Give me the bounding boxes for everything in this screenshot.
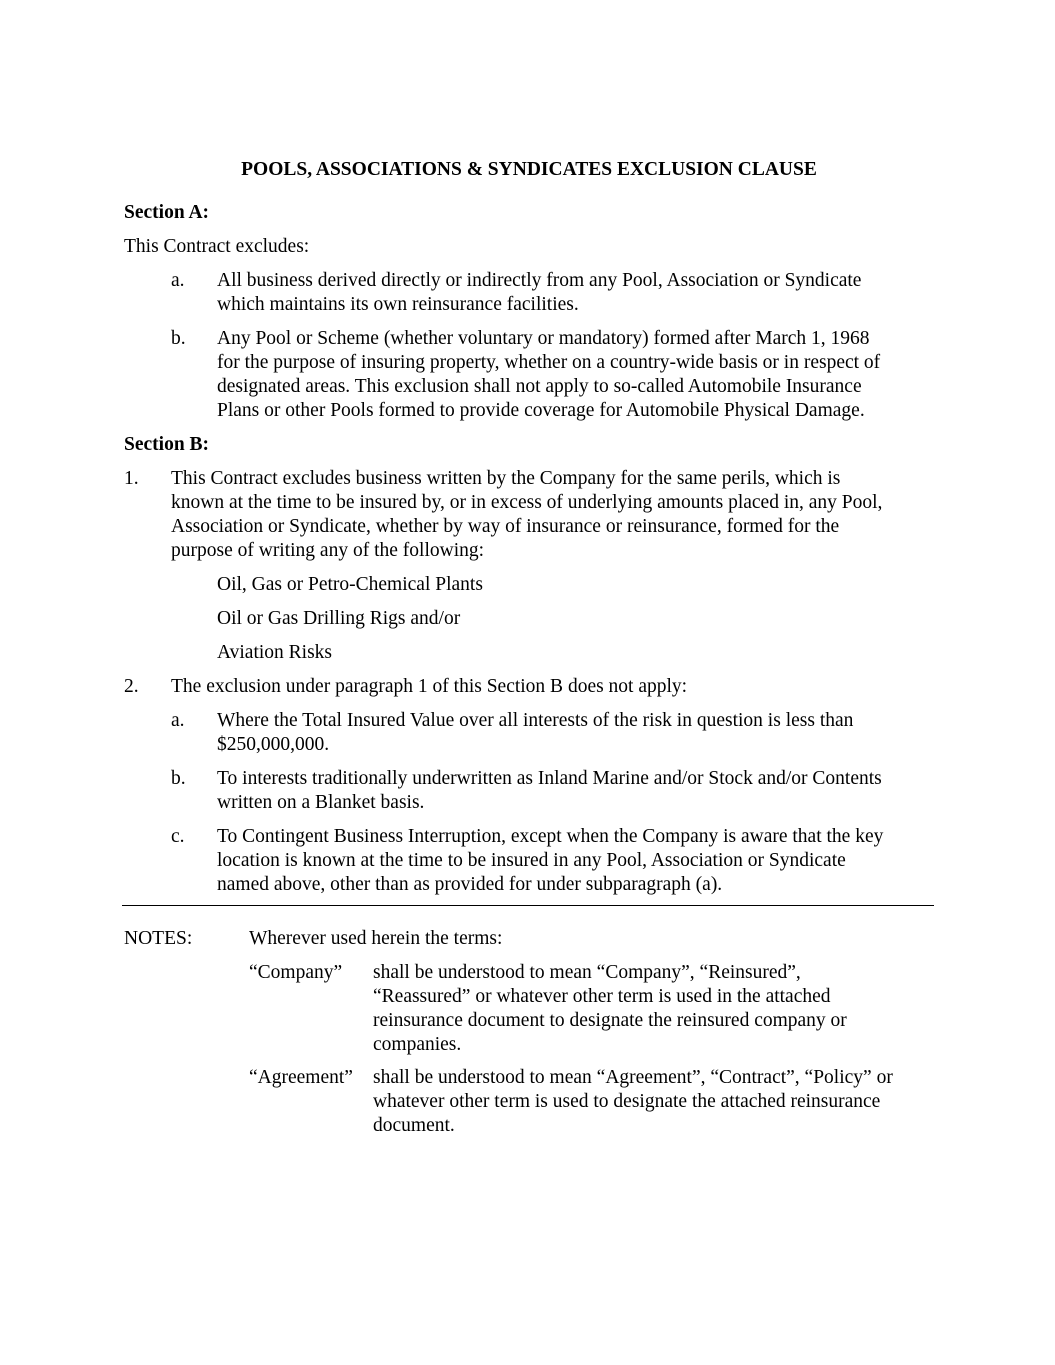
section-b-para-2-intro: The exclusion under paragraph 1 of this Section B does not apply: [171,676,688,697]
section-b-item-c-marker: c. [171,826,185,847]
text-line: All business derived directly or indirectly from any Pool, Association or Syndicate [217,270,862,291]
section-b-item-a [217,709,937,757]
section-a-item-a-marker: a. [171,270,185,291]
section-b-item-b-marker: b. [171,768,186,789]
text-line: Plans or other Pools formed to provide coverage for Automobile Physical Damage. [217,400,865,421]
section-a-item-a [217,269,937,317]
text-line: Association or Syndicate, whether by way of insurance or reinsurance, formed for the [171,516,840,537]
section-b-item-a-marker: a. [171,710,185,731]
text-line: “Reassured” or whatever other term is used in the attached [373,986,831,1007]
note-term-agreement: “Agreement” [249,1067,353,1088]
note-definition-company [373,961,943,1057]
text-line: To Contingent Business Interruption, except when the Company is aware that the key [217,826,884,847]
text-line: named above, other than as provided for under subparagraph (a). [217,874,723,895]
text-line: This Contract excludes business written by the Company for the same perils, which is [171,468,841,489]
note-term-company: “Company” [249,962,343,983]
section-b-item-c [217,825,937,897]
page-title: POOLS, ASSOCIATIONS & SYNDICATES EXCLUSION CLAUSE [241,159,817,180]
text-line: shall be understood to mean “Company”, “Reinsured”, [373,962,801,983]
text-line: Any Pool or Scheme (whether voluntary or mandatory) formed after March 1, 1968 [217,328,870,349]
text-line: reinsurance document to designate the reinsured company or [373,1010,847,1031]
text-line: document. [373,1115,455,1136]
text-line: which maintains its own reinsurance facilities. [217,294,579,315]
text-line: location is known at the time to be insured in any Pool, Association or Syndicate [217,850,846,871]
text-line: shall be understood to mean “Agreement”, “Contract”, “Policy” or [373,1067,893,1088]
text-line: written on a Blanket basis. [217,792,425,813]
horizontal-divider [122,905,934,906]
notes-label: NOTES: [124,928,193,949]
section-b-para-2-marker: 2. [124,676,139,697]
text-line: To interests traditionally underwritten as Inland Marine and/or Stock and/or Contents [217,768,882,789]
text-line: known at the time to be insured by, or in excess of underlying amounts placed in, any Pool, [171,492,883,513]
section-a-intro: This Contract excludes: [124,236,310,257]
section-b-item-b [217,767,937,815]
text-line: companies. [373,1034,462,1055]
risk-item: Oil, Gas or Petro-Chemical Plants [217,574,483,595]
section-b-para-1-marker: 1. [124,468,139,489]
notes-intro: Wherever used herein the terms: [249,928,503,949]
text-line: for the purpose of insuring property, whether on a country-wide basis or in respect of [217,352,881,373]
section-b-heading: Section B: [124,434,210,455]
section-b-para-1 [171,467,941,563]
text-line: whatever other term is used to designate the attached reinsurance [373,1091,881,1112]
section-a-heading: Section A: [124,202,210,223]
section-a-item-b-marker: b. [171,328,186,349]
risk-item: Aviation Risks [217,642,333,663]
text-line: designated areas. This exclusion shall not apply to so-called Automobile Insurance [217,376,862,397]
note-definition-agreement [373,1066,943,1138]
text-line: Where the Total Insured Value over all interests of the risk in question is less than [217,710,854,731]
risk-item: Oil or Gas Drilling Rigs and/or [217,608,461,629]
text-line: purpose of writing any of the following: [171,540,485,561]
section-a-item-b [217,327,937,423]
text-line: $250,000,000. [217,734,330,755]
